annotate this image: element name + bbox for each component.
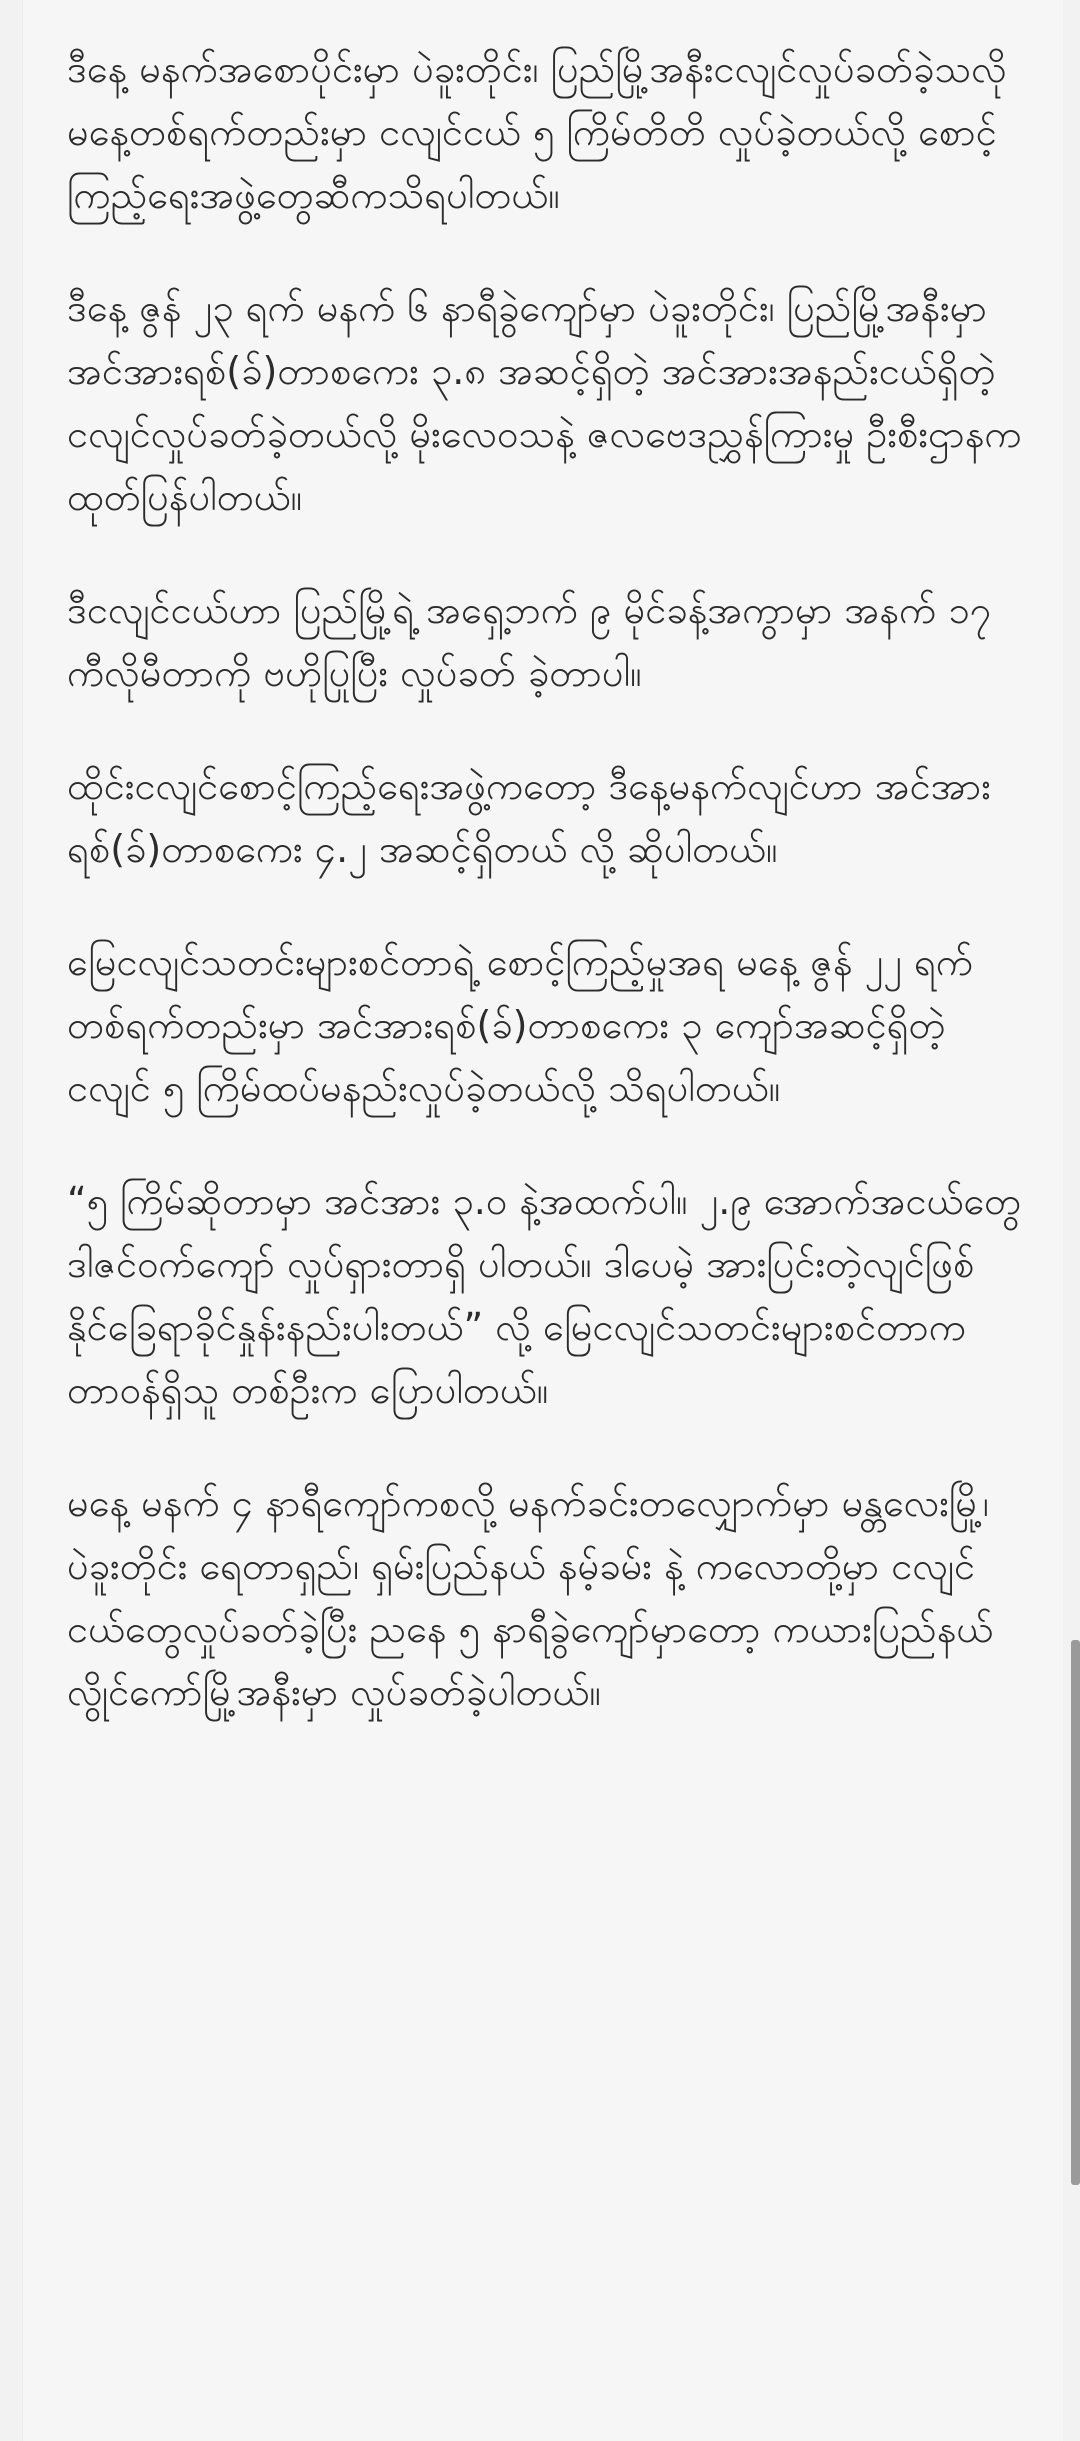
scrollbar-thumb[interactable] bbox=[1071, 1640, 1080, 2185]
article-paragraph-7: မနေ့ မနက် ၄ နာရီကျော်ကစလို့ မနက်ခင်းတလျှောက်မှာ မန္တလေးမြို့၊ ပဲခူးတိုင်း ရေတာရှည်၊ ရှမ်းပြည်နယ် နမ့်ခမ်း နဲ့ ကလောတို့မှာ ငလျင်ငယ်တွေလှုပ်ခတ်ခဲ့ပြီး ညနေ ၅ နာရီခွဲကျော်မှာတော့ ကယားပြည်နယ် လွိုင်ကော်မြို့အနီးမှာ လှုပ်ခတ်ခဲ့ပါတယ်။ bbox=[67, 1481, 994, 1714]
article-paragraph-1: ဒီနေ့ မနက်အစောပိုင်းမှာ ပဲခူးတိုင်း၊ ပြည်မြို့အနီးငလျင်လှုပ်ခတ်ခဲ့သလို မနေ့တစ်ရက်တည်းမှာ ငလျင်ငယ် ၅ ကြိမ်တိတိ လှုပ်ခဲ့တယ်လို့ စောင့်ကြည့်ရေးအဖွဲ့တွေဆီကသိရပါတယ်။ bbox=[67, 47, 1007, 217]
article-paragraph-3: ဒီငလျင်ငယ်ဟာ ပြည်မြို့ရဲ့ အရှေ့ဘက် ၉ မိုင်ခန့်အကွာမှာ အနက် ၁၇ ကီလိုမီတာကို ဗဟိုပြုပြီး လှုပ်ခတ် ခဲ့တာပါ။ bbox=[67, 588, 991, 695]
article-body bbox=[67, 38, 1027, 1774]
article-paragraph-4: ထိုင်းငလျင်စောင့်ကြည့်ရေးအဖွဲ့ကတော့ ဒီနေ့မနက်လျင်ဟာ အင်အားရစ်(ခ်)တာစကေး ၄.၂ အဆင့်ရှိတယ် လို့ ဆိုပါတယ်။ bbox=[67, 764, 991, 871]
article-paragraph-6: “၅ ကြိမ်ဆိုတာမှာ အင်အား ၃.၀ နဲ့အထက်ပါ။ ၂.၉ အောက်အငယ်တွေ ဒါဇင်ဝက်ကျော် လှုပ်ရှားတာရှိ ပါတယ်။ ဒါပေမဲ့ အားပြင်းတဲ့လျင်ဖြစ်နိုင်ခြေရာခိုင်နှုန်းနည်းပါးတယ်” လို့ မြေငလျင်သတင်းများစင်တာက တာဝန်ရှိသူ တစ်ဦးက ပြောပါတယ်။ bbox=[67, 1179, 1022, 1412]
article-paragraph-2: ဒီနေ့ ဇွန် ၂၃ ရက် မနက် ၆ နာရီခွဲကျော်မှာ ပဲခူးတိုင်း၊ ပြည်မြို့အနီးမှာ အင်အားရစ်(ခ်)တာစကေး ၃.၈ အဆင့်ရှိတဲ့ အင်အားအနည်းငယ်ရှိတဲ့ ငလျင်လှုပ်ခတ်ခဲ့တယ်လို့ မိုးလေဝသနဲ့ ဇလဗေဒညွှန်ကြားမှု ဦးစီးဌာနက ထုတ်ပြန်ပါတယ်။ bbox=[67, 286, 1022, 519]
article-paragraph-5: မြေငလျင်သတင်းများစင်တာရဲ့ စောင့်ကြည့်မှုအရ မနေ့ ဇွန် ၂၂ ရက်တစ်ရက်တည်းမှာ အင်အားရစ်(ခ်)တာစကေး ၃ ကျော်အဆင့်ရှိတဲ့ ငလျင် ၅ ကြိမ်ထပ်မနည်းလှုပ်ခဲ့တယ်လို့ သိရပါတယ်။ bbox=[67, 940, 974, 1110]
article-page bbox=[22, 0, 1063, 2441]
vertical-scrollbar[interactable] bbox=[1068, 0, 1080, 2441]
